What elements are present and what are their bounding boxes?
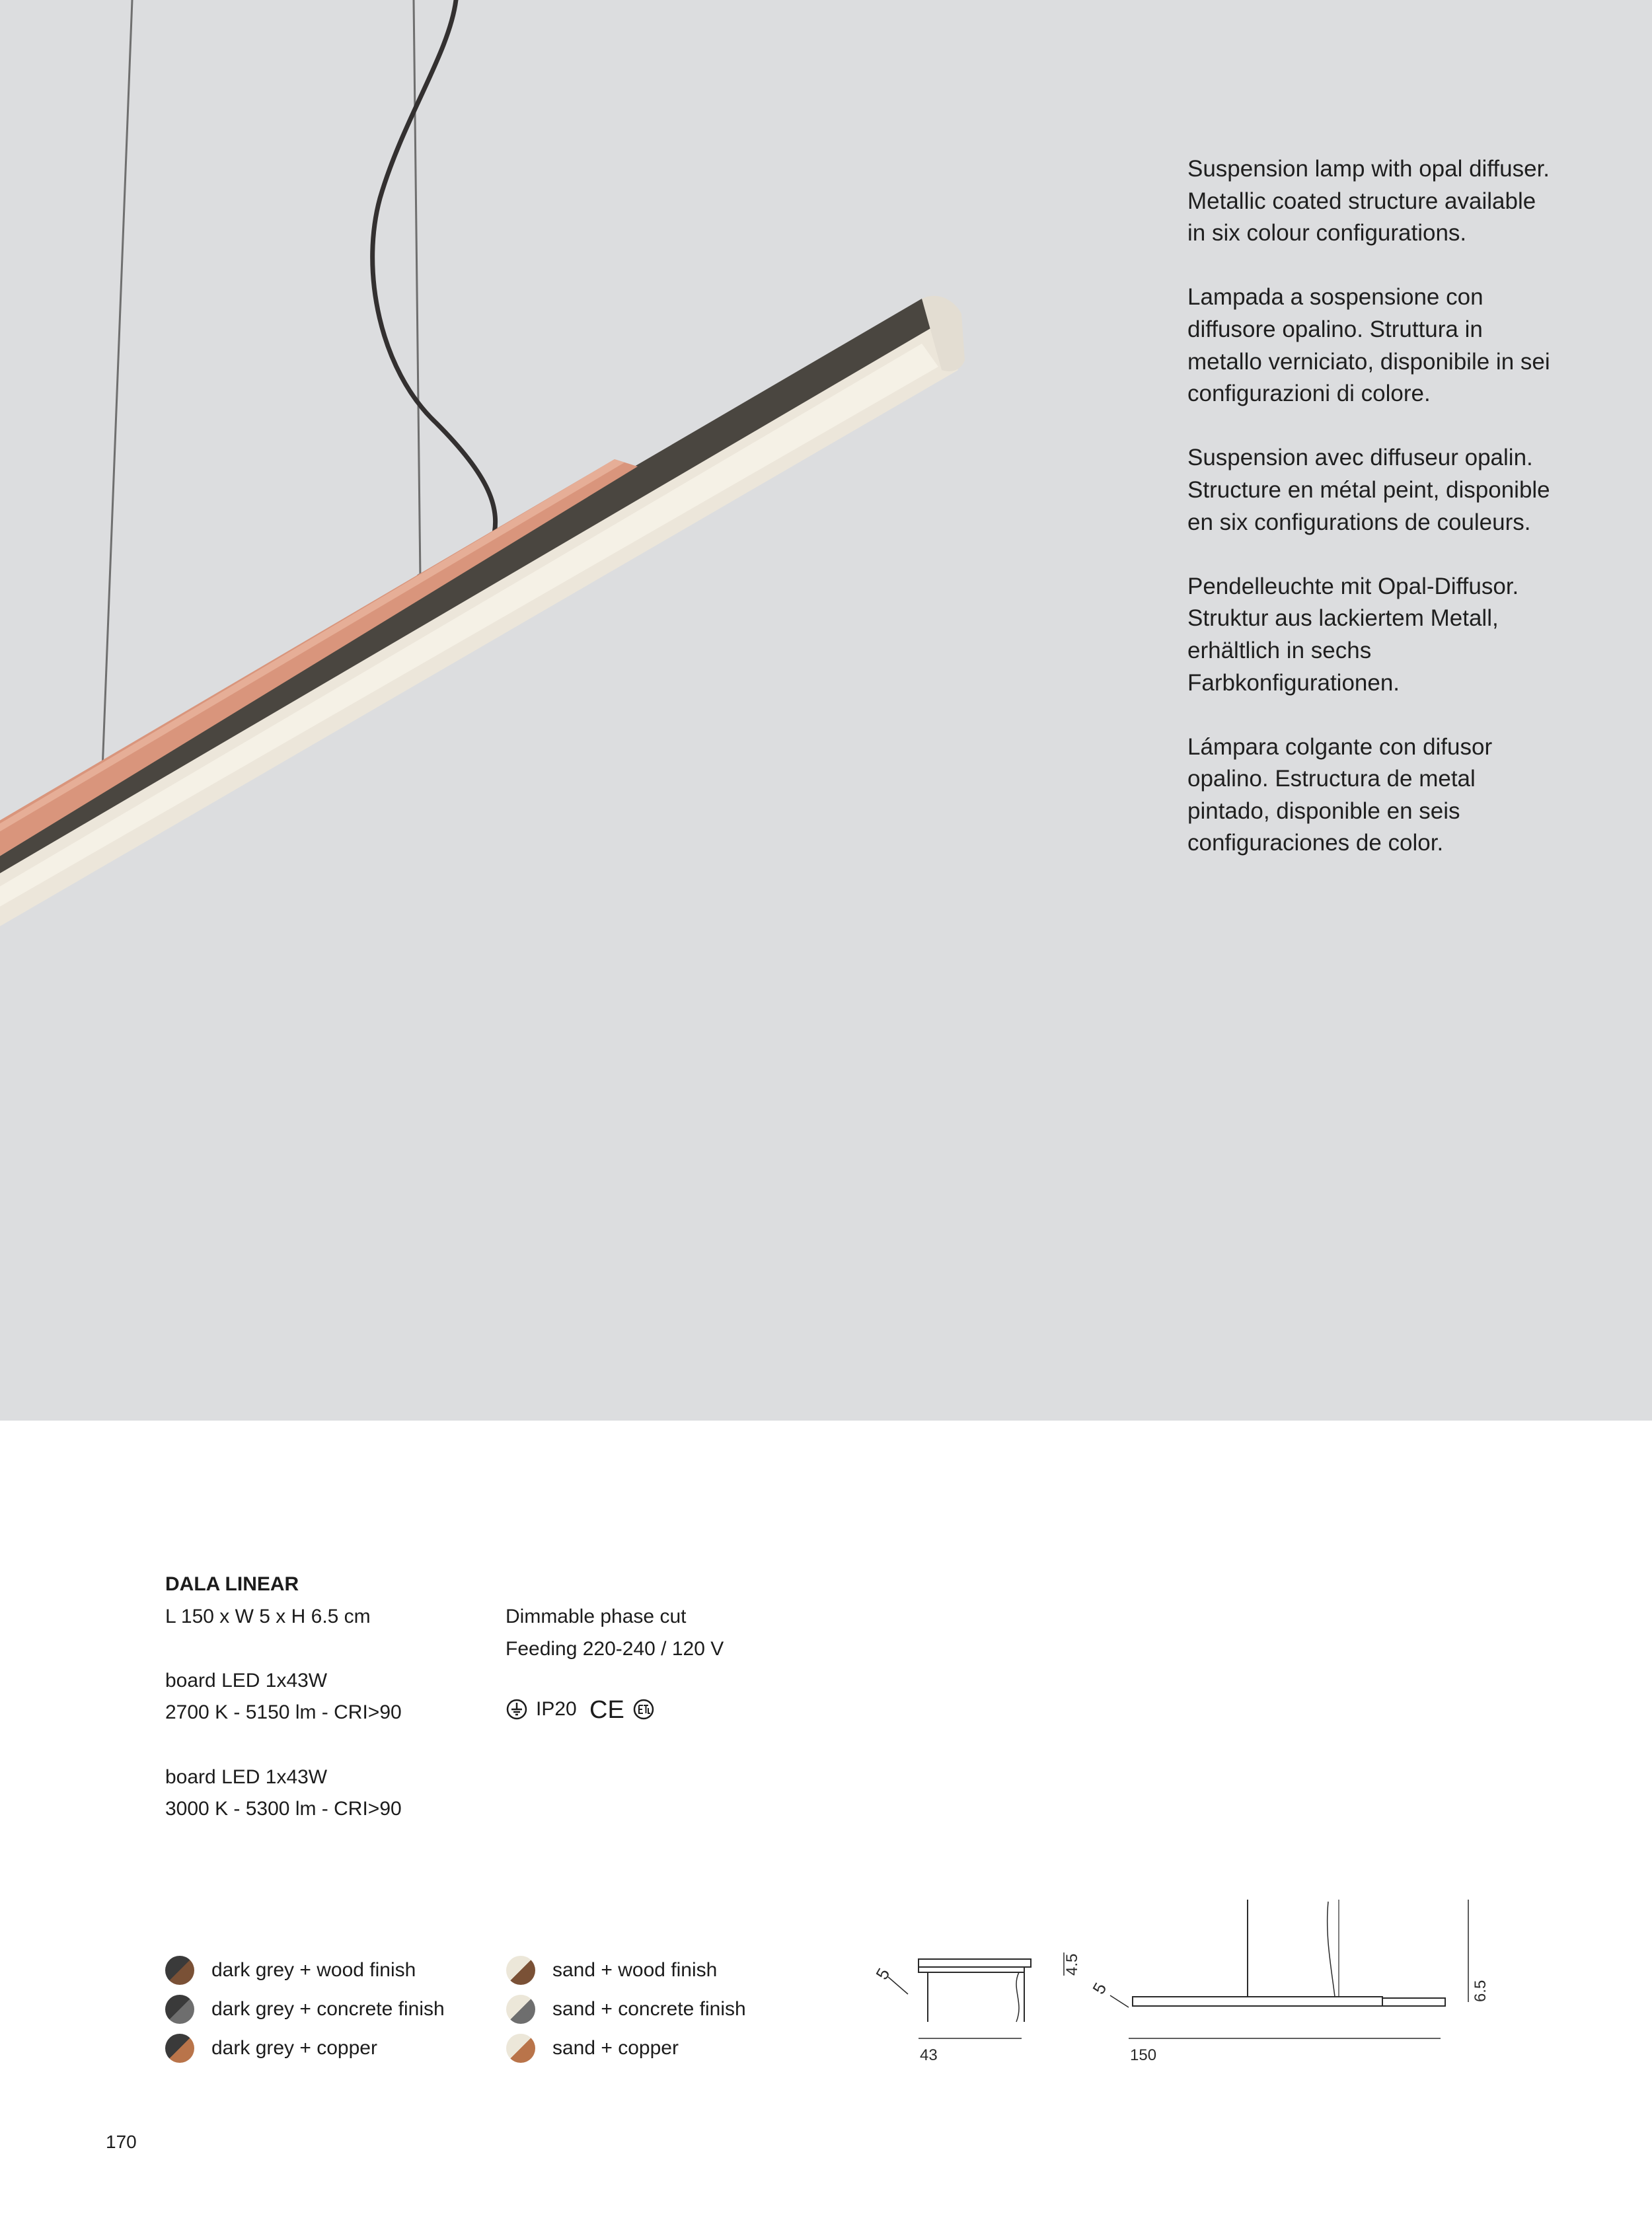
feeding-info: Feeding 220-240 / 120 V xyxy=(506,1637,724,1660)
ip-rating: IP20 xyxy=(536,1698,577,1720)
etl-listed-icon xyxy=(632,1698,655,1721)
front-depth-label: 5 xyxy=(1088,1979,1111,1997)
page-number: 170 xyxy=(106,2132,137,2152)
suspension-wire-left xyxy=(102,0,132,770)
power-cable xyxy=(373,0,496,542)
description-spanish: Lámpara colgante con difusor opalino. Estructura de metal pintado, disponible en seis configuraciones de color. xyxy=(1187,733,1493,856)
finish-swatch-sand-concrete xyxy=(506,1995,535,2024)
led-option-2-spec: 3000 K - 5300 lm - CRI>90 xyxy=(165,1798,402,1820)
side-depth-label: 5 xyxy=(872,1964,894,1983)
spec-column-right xyxy=(506,1601,724,1665)
product-name: DALA LINEAR xyxy=(165,1573,299,1595)
description-english: Suspension lamp with opal diffuser. Metallic coated structure available in six colour configurations. xyxy=(1187,156,1550,246)
finish-option xyxy=(506,1993,746,2025)
front-view xyxy=(1110,1900,1468,2038)
suspension-wire-right xyxy=(414,0,420,578)
description-german: Pendelleuchte mit Opal-Diffusor. Struktur aus lackiertem Metall, erhältlich in sechs Farbkonfigurationen. xyxy=(1187,573,1519,696)
product-dimensions: L 150 x W 5 x H 6.5 cm xyxy=(165,1605,371,1627)
finish-option xyxy=(165,1993,445,2025)
dimming-info: Dimmable phase cut xyxy=(506,1606,687,1627)
side-width-label: 43 xyxy=(920,2046,938,2064)
side-view xyxy=(888,1952,1064,2038)
description-italian: Lampada a sospensione con diffusore opalino. Struttura in metallo verniciato, disponibile in sei configurazioni di colore. xyxy=(1187,284,1550,407)
finish-swatch-sand-wood xyxy=(506,1956,535,1985)
front-height-label: 6.5 xyxy=(1472,1980,1489,2002)
finish-label: dark grey + copper xyxy=(211,2037,377,2059)
side-height-label: 4.5 xyxy=(1063,1953,1081,1976)
certifications xyxy=(506,1696,655,1723)
led-option-2-type: board LED 1x43W xyxy=(165,1765,328,1788)
finish-option xyxy=(165,1954,445,1986)
spec-column-left xyxy=(165,1569,402,1826)
led-option-1-type: board LED 1x43W xyxy=(165,1669,328,1691)
finish-label: dark grey + concrete finish xyxy=(211,1998,445,2020)
finish-option xyxy=(506,1954,746,1986)
finish-label: sand + concrete finish xyxy=(552,1998,746,2020)
finish-label: sand + copper xyxy=(552,2037,679,2059)
finish-swatch-dark-grey-wood xyxy=(165,1956,194,1985)
ce-mark-text: CE xyxy=(589,1696,624,1724)
finish-label: dark grey + wood finish xyxy=(211,1959,416,1981)
ce-mark-icon xyxy=(589,1696,624,1724)
front-length-label: 150 xyxy=(1130,2046,1157,2064)
finish-swatch-dark-grey-copper xyxy=(165,2034,194,2063)
finish-swatch-dark-grey-concrete xyxy=(165,1995,194,2024)
finish-label: sand + wood finish xyxy=(552,1959,718,1981)
earth-ground-icon xyxy=(506,1698,528,1721)
led-option-1-spec: 2700 K - 5150 lm - CRI>90 xyxy=(165,1701,402,1724)
finish-list-sand xyxy=(506,1954,746,2071)
finish-list-dark-grey xyxy=(165,1954,445,2071)
finish-option xyxy=(506,2032,746,2064)
technical-drawing xyxy=(866,1896,1513,2088)
finish-option xyxy=(165,2032,445,2064)
product-description xyxy=(1187,153,1558,892)
finish-swatch-sand-copper xyxy=(506,2034,535,2063)
description-french: Suspension avec diffuseur opalin. Structure en métal peint, disponible en six configurations de couleurs. xyxy=(1187,445,1550,535)
